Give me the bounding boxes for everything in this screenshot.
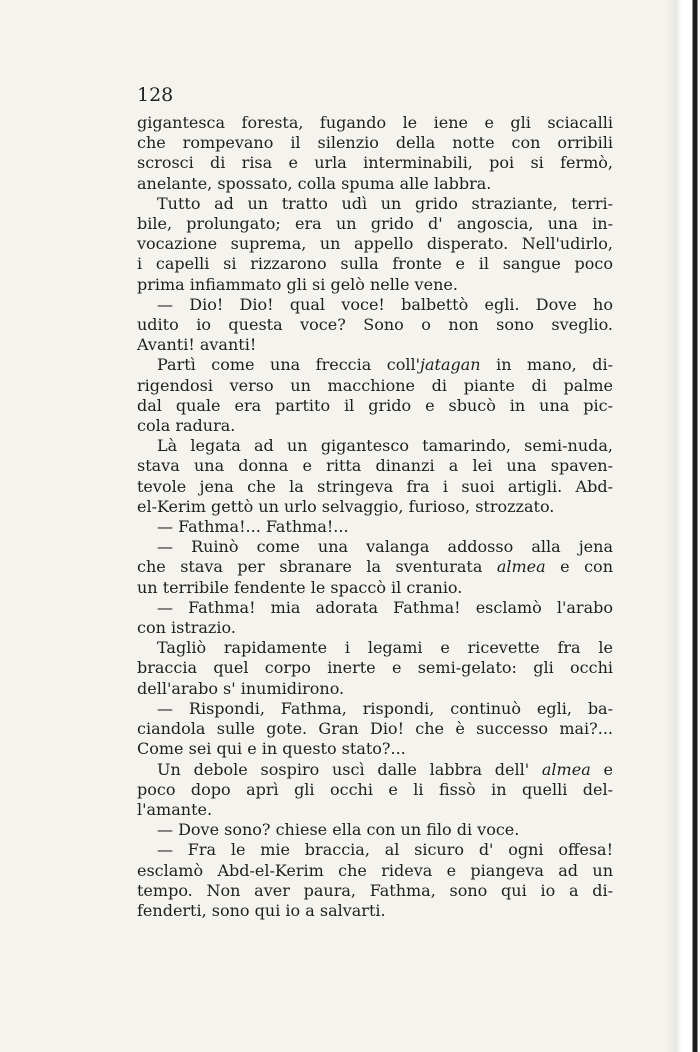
text-line: udito io questa voce? Sono o non sono sveglio. [137,315,613,335]
text-line: tempo. Non aver paura, Fathma, sono qui io a di- [137,880,613,900]
text-line: fenderti, sono qui io a salvarti. [137,900,386,920]
text-line: esclamò Abd-el-Kerim che rideva e piangeva ad un [137,860,613,880]
text-line: el-Kerim gettò un urlo selvaggio, furioso, strozzato. [137,496,555,516]
text-line: stava una donna e ritta dinanzi a lei una spaven- [137,456,613,476]
text-line: tevole jena che la stringeva fra i suoi artigli. Abd- [137,476,613,496]
text-line: Un debole sospiro uscì dalle labbra dell' almea e [157,759,613,779]
text-line: gigantesca foresta, fugando le iene e gli sciacalli [137,113,613,132]
text-line: Avanti! avanti! [137,335,257,355]
text-line: — Fathma!... Fathma!... [157,517,349,537]
text-line: dal quale era partito il grido e sbucò in una pic- [137,395,613,415]
text-line: anelante, spossato, colla spuma alle labbra. [137,173,492,193]
text-line: un terribile fendente le spaccò il cranio. [137,577,463,597]
text-line: Tagliò rapidamente i legami e ricevette fra le [157,638,613,658]
text-line: i capelli si rizzarono sulla fronte e il sangue poco [137,254,613,274]
text-line: con istrazio. [137,618,236,638]
page-number: 128 [137,84,174,106]
text-line: Come sei qui e in questo stato?... [137,739,406,759]
text-line: — Fathma! mia adorata Fathma! esclamò l'arabo [157,597,613,617]
text-line: vocazione suprema, un appello disperato. Nell'udirlo, [137,234,613,254]
text-line: prima infiammato gli si gelò nelle vene. [137,274,458,294]
text-line: braccia quel corpo inerte e semi-gelato: gli occhi [137,658,613,678]
text-line: Partì come una freccia coll'jatagan in mano, di- [157,355,613,375]
text-line: che rompevano il silenzio della notte con orribili [137,133,613,153]
text-line: — Dove sono? chiese ella con un filo di voce. [157,820,520,840]
text-line: l'amante. [137,799,213,819]
text-line: — Rispondi, Fathma, rispondi, continuò egli, ba- [157,698,613,718]
text-line: poco dopo aprì gli occhi e li fissò in quelli del- [137,779,613,799]
text-line: rigendosi verso un macchione di piante di palme [137,375,613,395]
text-line: — Fra le mie braccia, al sicuro d' ogni offesa! [157,840,613,860]
text-line: — Dio! Dio! qual voce! balbettò egli. Dove ho [157,294,613,314]
text-line: cola radura. [137,416,236,436]
text-line: scrosci di risa e urla interminabili, poi si fermò, [137,153,613,173]
text-line: che stava per sbranare la sventurata almea e con [137,557,613,577]
text-line: Là legata ad un gigantesco tamarindo, semi-nuda, [157,436,613,456]
book-spine-edge [666,0,700,1052]
text-line: dell'arabo s' inumidirono. [137,678,345,698]
body-text [137,113,613,921]
text-line: bile, prolungato; era un grido d' angoscia, una in- [137,214,613,234]
text-line: ciandola sulle gote. Gran Dio! che è successo mai?... [137,719,613,739]
text-line: — Ruinò come una valanga addosso alla jena [157,537,613,557]
text-line: Tutto ad un tratto udì un grido straziante, terri- [157,193,613,213]
